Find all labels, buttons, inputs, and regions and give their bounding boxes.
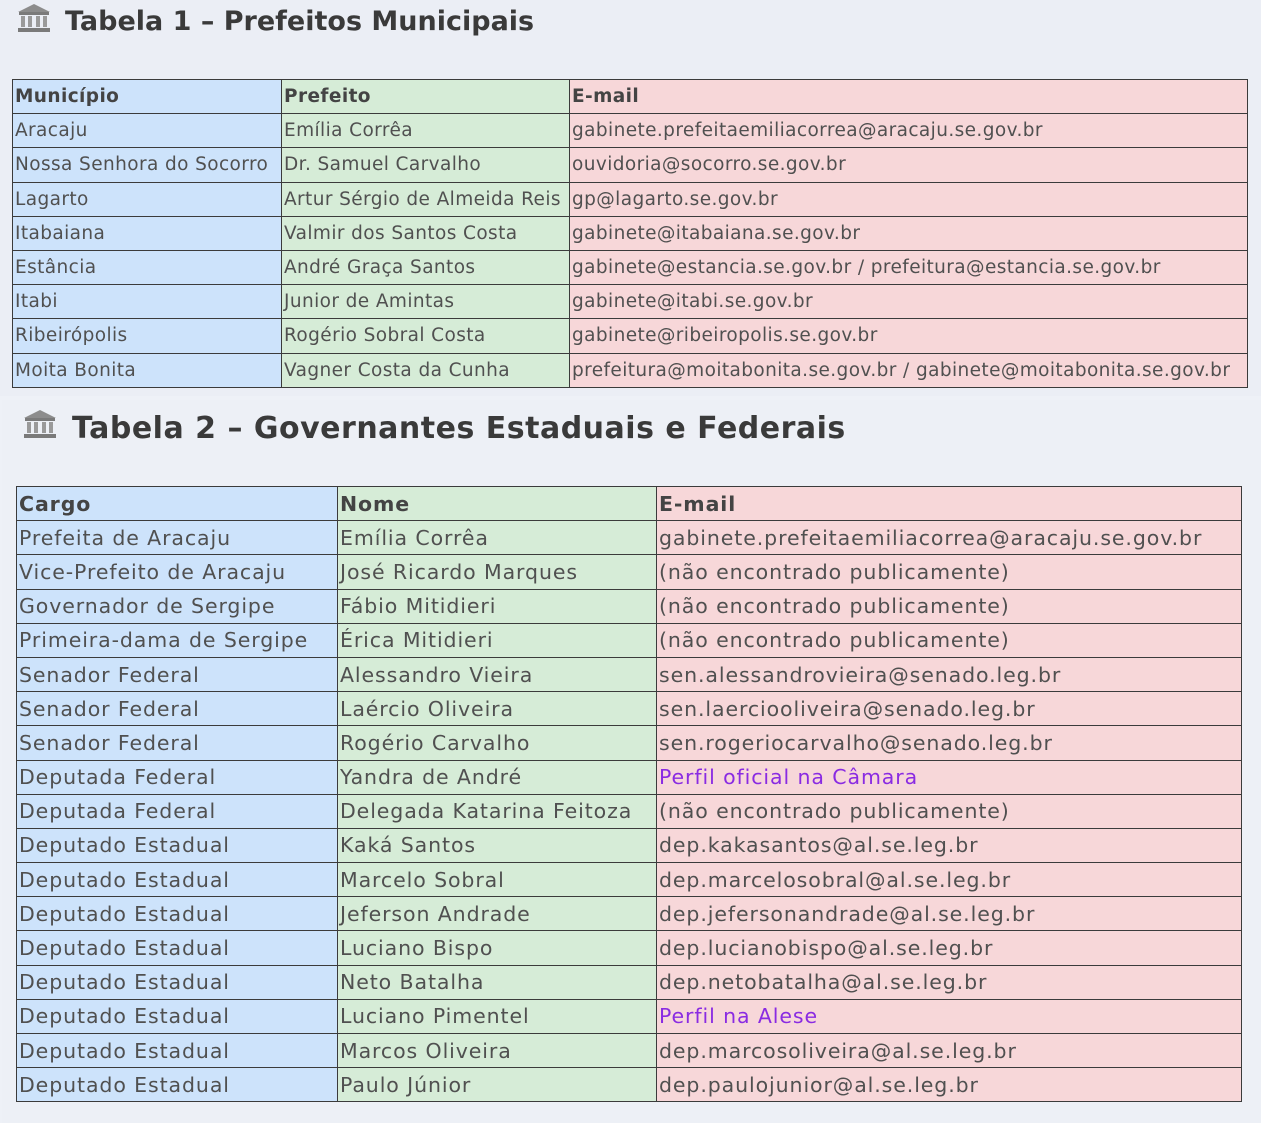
cell-email: (não encontrado publicamente) xyxy=(657,794,1242,828)
cell-email: (não encontrado publicamente) xyxy=(657,623,1242,657)
cell-email: gabinete@itabaiana.se.gov.br xyxy=(570,216,1248,250)
table-row xyxy=(17,555,1242,589)
cell-email: gabinete@estancia.se.gov.br / prefeitura@estancia.se.gov.br xyxy=(570,250,1248,284)
table2-title: Tabela 2 – Governantes Estaduais e Federais xyxy=(72,410,846,446)
cell-prefeito: Valmir dos Santos Costa xyxy=(282,216,570,250)
table-row xyxy=(17,999,1242,1033)
cell-nome: Yandra de André xyxy=(338,760,657,794)
cell-municipio: Ribeirópolis xyxy=(13,319,282,353)
column-header-nome: Nome xyxy=(338,487,657,521)
cell-nome: Emília Corrêa xyxy=(338,521,657,555)
cell-nome: Laércio Oliveira xyxy=(338,692,657,726)
table-row xyxy=(17,760,1242,794)
officials-table xyxy=(16,486,1242,1102)
table-row xyxy=(17,1034,1242,1068)
cell-nome: Kaká Santos xyxy=(338,828,657,862)
cell-cargo: Deputado Estadual xyxy=(17,1034,338,1068)
table-row xyxy=(17,692,1242,726)
cell-municipio: Estância xyxy=(13,250,282,284)
table-row xyxy=(13,285,1248,319)
cell-email: dep.jefersonandrade@al.se.leg.br xyxy=(657,897,1242,931)
cell-cargo: Deputada Federal xyxy=(17,760,338,794)
cell-email: gabinete.prefeitaemiliacorrea@aracaju.se.gov.br xyxy=(570,114,1248,148)
cell-cargo: Deputado Estadual xyxy=(17,863,338,897)
cell-email: gabinete@ribeiropolis.se.gov.br xyxy=(570,319,1248,353)
cell-prefeito: Junior de Amintas xyxy=(282,285,570,319)
profile-link[interactable]: Perfil na Alese xyxy=(657,999,1242,1033)
cell-cargo: Deputado Estadual xyxy=(17,999,338,1033)
table-row xyxy=(13,182,1248,216)
cell-municipio: Aracaju xyxy=(13,114,282,148)
mayors-table xyxy=(12,79,1248,388)
cell-email: dep.netobatalha@al.se.leg.br xyxy=(657,965,1242,999)
table-row xyxy=(17,931,1242,965)
cell-prefeito: Rogério Sobral Costa xyxy=(282,319,570,353)
cell-email: (não encontrado publicamente) xyxy=(657,589,1242,623)
cell-cargo: Prefeita de Aracaju xyxy=(17,521,338,555)
cell-nome: Alessandro Vieira xyxy=(338,657,657,691)
cell-nome: Luciano Pimentel xyxy=(338,999,657,1033)
cell-email: (não encontrado publicamente) xyxy=(657,555,1242,589)
table-header-row xyxy=(17,487,1242,521)
cell-cargo: Deputado Estadual xyxy=(17,897,338,931)
cell-email: dep.paulojunior@al.se.leg.br xyxy=(657,1068,1242,1102)
cell-nome: Neto Batalha xyxy=(338,965,657,999)
column-header-email: E-mail xyxy=(570,80,1248,114)
table-row xyxy=(17,726,1242,760)
table-row xyxy=(17,794,1242,828)
table-row xyxy=(17,521,1242,555)
cell-cargo: Deputada Federal xyxy=(17,794,338,828)
cell-nome: Paulo Júnior xyxy=(338,1068,657,1102)
cell-email: prefeitura@moitabonita.se.gov.br / gabinete@moitabonita.se.gov.br xyxy=(570,353,1248,387)
table-row xyxy=(13,148,1248,182)
table-row xyxy=(13,319,1248,353)
cell-cargo: Senador Federal xyxy=(17,692,338,726)
table-row xyxy=(17,623,1242,657)
cell-email: dep.kakasantos@al.se.leg.br xyxy=(657,828,1242,862)
table-row xyxy=(17,828,1242,862)
table1-heading xyxy=(17,2,534,40)
column-header-municipio: Município xyxy=(13,80,282,114)
cell-email: gabinete@itabi.se.gov.br xyxy=(570,285,1248,319)
table-row xyxy=(17,863,1242,897)
table-row xyxy=(13,250,1248,284)
cell-municipio: Itabi xyxy=(13,285,282,319)
cell-cargo: Deputado Estadual xyxy=(17,965,338,999)
table-row xyxy=(13,114,1248,148)
table-row xyxy=(17,589,1242,623)
cell-municipio: Nossa Senhora do Socorro xyxy=(13,148,282,182)
table1-title: Tabela 1 – Prefeitos Municipais xyxy=(65,5,535,37)
cell-nome: Érica Mitidieri xyxy=(338,623,657,657)
table-row xyxy=(13,353,1248,387)
cell-nome: Marcos Oliveira xyxy=(338,1034,657,1068)
cell-nome: Jeferson Andrade xyxy=(338,897,657,931)
cell-email: sen.alessandrovieira@senado.leg.br xyxy=(657,657,1242,691)
cell-prefeito: André Graça Santos xyxy=(282,250,570,284)
bank-building-icon xyxy=(17,3,51,40)
cell-prefeito: Artur Sérgio de Almeida Reis xyxy=(282,182,570,216)
section-municipal-mayors xyxy=(0,0,1261,396)
cell-municipio: Lagarto xyxy=(13,182,282,216)
table2-heading xyxy=(22,408,846,448)
cell-cargo: Primeira-dama de Sergipe xyxy=(17,623,338,657)
cell-prefeito: Emília Corrêa xyxy=(282,114,570,148)
cell-email: dep.marcosoliveira@al.se.leg.br xyxy=(657,1034,1242,1068)
cell-nome: Fábio Mitidieri xyxy=(338,589,657,623)
cell-cargo: Deputado Estadual xyxy=(17,1068,338,1102)
cell-cargo: Senador Federal xyxy=(17,657,338,691)
cell-email: sen.laerciooliveira@senado.leg.br xyxy=(657,692,1242,726)
cell-nome: Delegada Katarina Feitoza xyxy=(338,794,657,828)
cell-cargo: Deputado Estadual xyxy=(17,931,338,965)
cell-nome: José Ricardo Marques xyxy=(338,555,657,589)
cell-prefeito: Vagner Costa da Cunha xyxy=(282,353,570,387)
table-row xyxy=(17,897,1242,931)
cell-nome: Marcelo Sobral xyxy=(338,863,657,897)
table-header-row xyxy=(13,80,1248,114)
cell-email: dep.lucianobispo@al.se.leg.br xyxy=(657,931,1242,965)
bank-building-icon xyxy=(22,409,58,447)
cell-nome: Luciano Bispo xyxy=(338,931,657,965)
cell-cargo: Governador de Sergipe xyxy=(17,589,338,623)
cell-email: gabinete.prefeitaemiliacorrea@aracaju.se.gov.br xyxy=(657,521,1242,555)
cell-prefeito: Dr. Samuel Carvalho xyxy=(282,148,570,182)
section-state-federal-officials xyxy=(2,400,1261,1123)
table-row xyxy=(17,965,1242,999)
column-header-email: E-mail xyxy=(657,487,1242,521)
cell-email: ouvidoria@socorro.se.gov.br xyxy=(570,148,1248,182)
cell-email: gp@lagarto.se.gov.br xyxy=(570,182,1248,216)
cell-cargo: Deputado Estadual xyxy=(17,828,338,862)
table-row xyxy=(17,1068,1242,1102)
cell-email: sen.rogeriocarvalho@senado.leg.br xyxy=(657,726,1242,760)
cell-municipio: Moita Bonita xyxy=(13,353,282,387)
column-header-cargo: Cargo xyxy=(17,487,338,521)
cell-cargo: Senador Federal xyxy=(17,726,338,760)
table-row xyxy=(13,216,1248,250)
profile-link[interactable]: Perfil oficial na Câmara xyxy=(657,760,1242,794)
cell-nome: Rogério Carvalho xyxy=(338,726,657,760)
column-header-prefeito: Prefeito xyxy=(282,80,570,114)
cell-municipio: Itabaiana xyxy=(13,216,282,250)
table-row xyxy=(17,657,1242,691)
cell-email: dep.marcelosobral@al.se.leg.br xyxy=(657,863,1242,897)
cell-cargo: Vice-Prefeito de Aracaju xyxy=(17,555,338,589)
